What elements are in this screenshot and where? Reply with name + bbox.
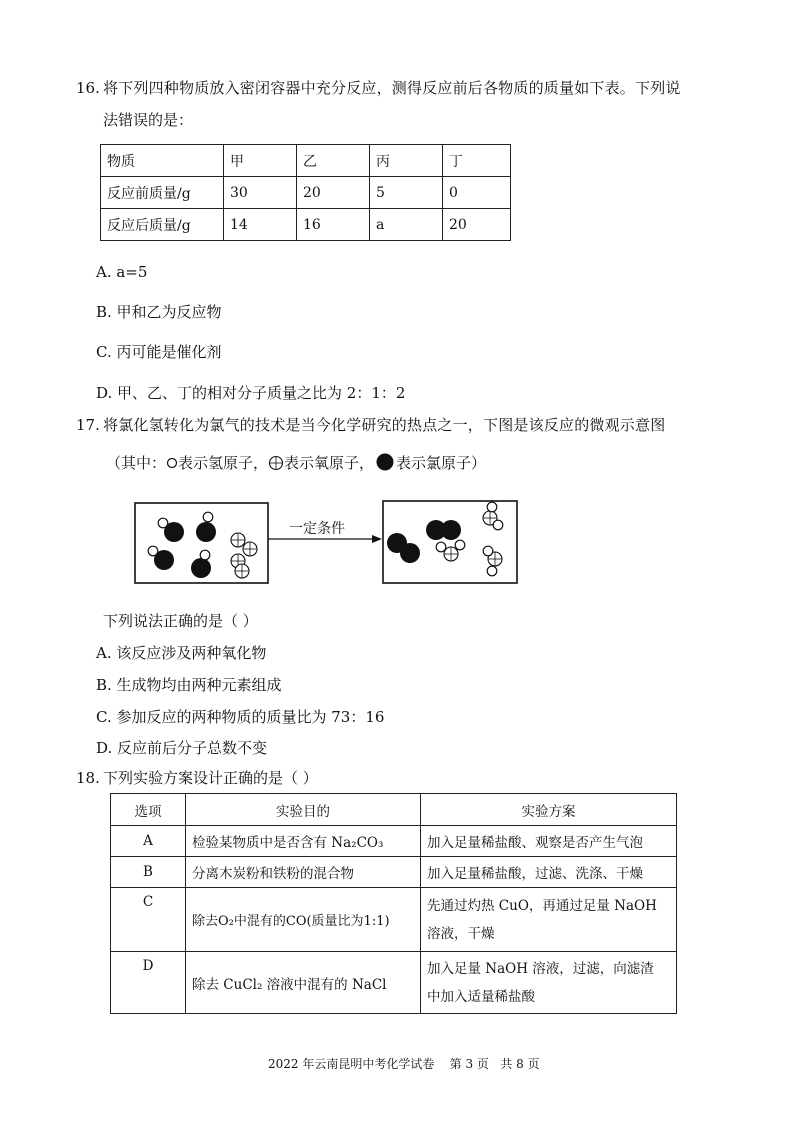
q17-option-b: B. 生成物均由两种元素组成 [96,676,282,694]
q16-option-c: C. 丙可能是催化剂 [96,343,222,361]
table-cell: 反应前质量/g [101,177,224,209]
table-header-row [101,145,511,177]
table-cell: a [370,209,443,241]
reaction-diagram [134,495,534,591]
q16-stem-line2: 法错误的是： [103,111,194,129]
plan-cell [421,952,677,1014]
purpose-cell: 检验某物质中是否含有 Na₂CO₃ [186,826,421,857]
table-row [101,177,511,209]
q17-prompt: 下列说法正确的是（ ） [103,612,258,630]
q17-option-d: D. 反应前后分子总数不变 [96,739,268,757]
footer-page-number: 第 3 页 [449,1057,489,1071]
table-header-cell: 选项 [111,794,186,826]
q18-experiment-table [110,793,677,1014]
plan-line: 先通过灼热 CuO，再通过足量 NaOH [427,897,657,914]
table-header-cell: 实验方案 [421,794,677,826]
table-cell: 甲 [224,145,297,177]
table-cell: 20 [297,177,370,209]
table-cell: 物质 [101,145,224,177]
q16-option-d: D. 甲、乙、丁的相对分子质量之比为 2：1：2 [96,384,406,402]
hydrogen-atom-icon [166,456,178,470]
q18-number: 18. [76,769,100,787]
option-cell: B [111,857,186,888]
q16-mass-table [100,144,511,241]
q18-stem: 下列实验方案设计正确的是（ ） [103,769,318,787]
table-row [101,209,511,241]
footer-exam-title: 2022 年云南昆明中考化学试卷 [268,1057,435,1071]
table-cell: 20 [443,209,511,241]
arrow-head-icon [372,535,382,543]
plan-cell: 加入足量稀盐酸，过滤、洗涤、干燥 [421,857,677,888]
q16-number: 16. [76,79,100,97]
legend-open: （其中： [106,454,167,472]
table-row [111,826,677,857]
option-cell: A [111,826,186,857]
option-cell: D [111,952,186,1014]
legend-h-label: 表示氢原子， [178,454,269,472]
oxygen-atom-icon [268,455,284,471]
q16-option-b: B. 甲和乙为反应物 [96,303,222,321]
purpose-cell: 除去O₂中混有的CO(质量比为1:1) [186,888,421,952]
table-cell: 反应后质量/g [101,209,224,241]
table-cell: 0 [443,177,511,209]
q17-option-c: C. 参加反应的两种物质的质量比为 73：16 [96,708,385,726]
purpose-cell: 除去 CuCl₂ 溶液中混有的 NaCl [186,952,421,1014]
purpose-cell: 分离木炭粉和铁粉的混合物 [186,857,421,888]
q17-legend [106,452,486,473]
q17-option-a: A. 该反应涉及两种氧化物 [96,644,267,662]
q17-stem: 将氯化氢转化为氯气的技术是当今化学研究的热点之一，下图是该反应的微观示意图 [103,416,666,434]
q16-stem-line1: 将下列四种物质放入密闭容器中充分反应，测得反应前后各物质的质量如下表。下列说 [103,79,681,97]
q17-number: 17. [76,416,100,434]
plan-line: 溶液，干燥 [427,925,495,942]
table-cell: 乙 [297,145,370,177]
table-row [111,888,677,952]
legend-cl-label: 表示氯原子） [396,454,487,472]
table-cell: 丙 [370,145,443,177]
table-cell: 14 [224,209,297,241]
table-cell: 30 [224,177,297,209]
table-header-cell: 实验目的 [186,794,421,826]
table-cell: 丁 [443,145,511,177]
plan-line: 加入足量 NaOH 溶液，过滤，向滤渣 [427,960,654,977]
table-row [111,857,677,888]
chlorine-atom-icon [374,452,396,472]
option-cell: C [111,888,186,952]
page-footer [268,1055,540,1072]
plan-cell [421,888,677,952]
legend-o-label: 表示氧原子， [284,454,375,472]
footer-total-pages: 共 8 页 [500,1057,540,1071]
arrow-condition-label: 一定条件 [289,521,345,537]
q16-option-a: A. a=5 [96,263,148,281]
plan-line: 中加入适量稀盐酸 [427,988,535,1005]
plan-cell: 加入足量稀盐酸、观察是否产生气泡 [421,826,677,857]
table-cell: 5 [370,177,443,209]
table-cell: 16 [297,209,370,241]
table-row [111,952,677,1014]
table-header-row [111,794,677,826]
